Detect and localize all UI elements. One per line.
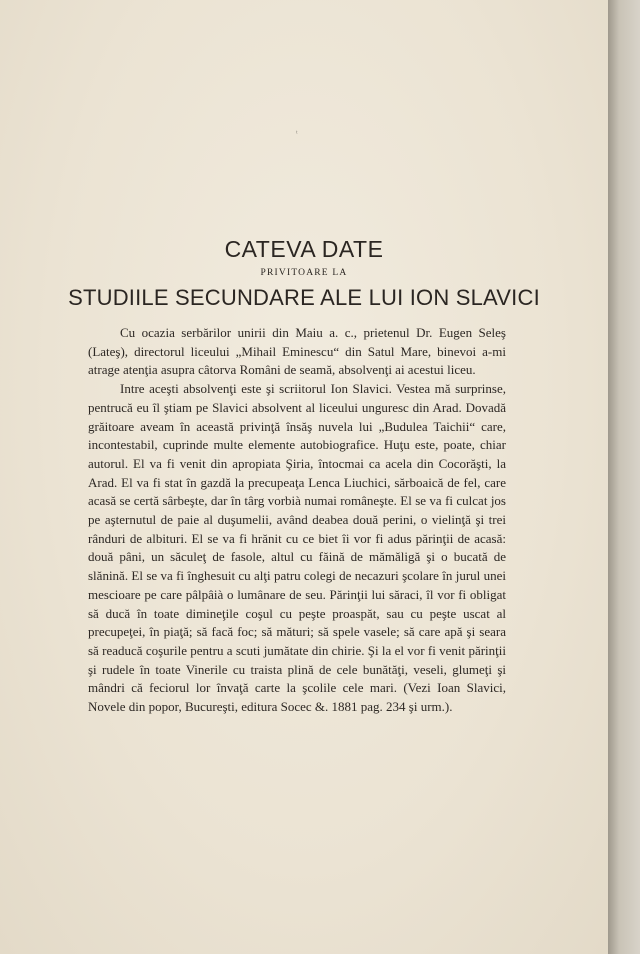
page-subtitle: PRIVITOARE LA bbox=[260, 268, 348, 278]
page-mark: ᵗ bbox=[296, 128, 298, 138]
article-body bbox=[88, 324, 506, 717]
paragraph: Intre aceşti absolvenţi este şi scriitorul Ion Slavici. Vestea mă surprinse, pentrucă eu îl ştiam pe Slavici absolvent al liceului unguresc din Arad. Dovadă grăitoare aveam în această privinţă însăş nuvela lui „Budulea Taichii“ care, incontestabil, cuprinde multe elemente autobiografice. Huţu este, poate, chiar autorul. El va fi venit din apropiata Şiria, întocmai ca acela din Cocorăşti, la Arad. El va fi stat în gazdă la precupeaţa Lenca Liuchici, sărboaică de fel, care acasă se certă sârbeşte, dar în târg vorbià numai româneşte. El se va fi culcat jos pe aşternutul de paie al duşumelii, având deabea două perini, o vielinţă şi trei rânduri de albituri. El se va fi hrănit cu ce biet îi vor fi adus părinţii de acasă: două pâni, un săculeţ de fasole, altul cu făină de mămăligă şi o bucată de slănină. El se va fi înghesuit cu alţi patru colegi de necazuri şcolare în jurul unei mescioare pe care pâlpâià o lumânare de seu. Părinţii lui săraci, îl vor fi obligat să ducă în toate dimineţile coşul cu peşte proaspăt, sau cu peşte uscat al precupeţei, în piaţă; să facă foc; să mături; să spele vasele; să care apă şi seara să readucă coşurile pentru a scuti jumătate din chirie. Şi la el vor fi venit părinţii şi rudele în toate Vinerile cu traista plină de cele bunătăţi, veseli, glumeţi şi mândri că feciorul lor învaţă carte la şcolile cele mari. (Vezi Ioan Slavici, Novele din popor, Bucureşti, editura Socec &. 1881 pag. 234 şi urm.). bbox=[88, 381, 506, 715]
page-title-second: STUDIILE SECUNDARE ALE LUI ION SLAVICI bbox=[68, 285, 540, 310]
paragraph: Cu ocazia serbărilor unirii din Maiu a. c., prietenul Dr. Eugen Seleş (Lateş), directorul liceului „Mihail Eminescu“ din Satul Mare, binevoi a-mi atrage atenţia asupra câtorva Români de seamă, absolvenţi ai acestui liceu. bbox=[88, 325, 506, 378]
page-title: CATEVA DATE bbox=[224, 236, 384, 262]
page-edge-shadow bbox=[608, 0, 640, 954]
